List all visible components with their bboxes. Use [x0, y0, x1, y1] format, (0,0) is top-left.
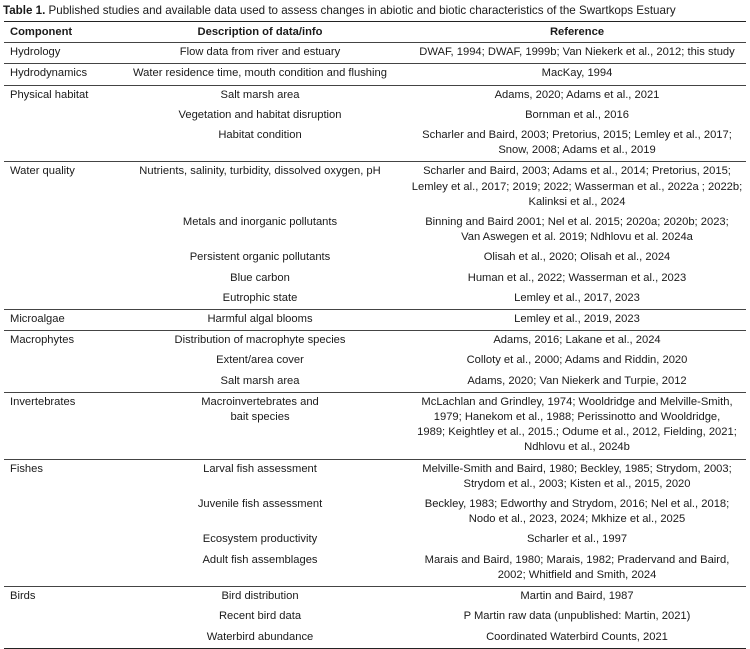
- reference-cell: [408, 85, 746, 106]
- description-line: Metals and inorganic pollutants: [182, 216, 338, 229]
- description-line: Ecosystem productivity: [202, 533, 318, 546]
- description-cell: [112, 392, 408, 459]
- description-line: Blue carbon: [230, 271, 290, 284]
- reference-line: Adams, 2020; Van Niekerk and Turpie, 2012: [467, 374, 687, 387]
- reference-line: Coordinated Waterbird Counts, 2021: [486, 630, 668, 643]
- description-line: Extent/area cover: [216, 354, 304, 367]
- description-line: Vegetation and habitat disruption: [178, 108, 342, 121]
- reference-line: Nodo et al., 2023, 2024; Mkhize et al., 2025: [468, 513, 686, 526]
- reference-line: Marais and Baird, 1980; Marais, 1982; Pradervand and Baird,: [424, 553, 730, 566]
- description-line: Habitat condition: [218, 129, 302, 142]
- description-line: Distribution of macrophyte species: [174, 334, 346, 347]
- description-line: Nutrients, salinity, turbidity, dissolved oxygen, pH: [139, 165, 381, 178]
- table-row: [4, 106, 746, 126]
- table-row: [4, 551, 746, 587]
- reference-cell: [408, 310, 746, 331]
- component-cell: Microalgae: [4, 310, 112, 331]
- reference-line: Lemley et al., 2017; 2019; 2022; Wasserman et al., 2022a ; 2022b;: [411, 180, 743, 193]
- description-cell: [112, 310, 408, 331]
- reference-line: Snow, 2008; Adams et al., 2019: [498, 144, 656, 157]
- component-cell: Hydrology: [4, 43, 112, 64]
- reference-line: McLachlan and Grindley, 1974; Wooldridge and Melville-Smith,: [421, 395, 733, 408]
- description-line: Recent bird data: [218, 610, 302, 623]
- component-cell: [4, 372, 112, 393]
- reference-cell: [408, 495, 746, 530]
- component-cell: [4, 289, 112, 310]
- table-row: [4, 607, 746, 627]
- reference-line: 1989; Keightley et al., 2015.; Odume et al., 2012, Fielding, 2021;: [417, 426, 737, 439]
- table-row: [4, 310, 746, 331]
- component-cell: [4, 551, 112, 587]
- description-line: Juvenile fish assessment: [197, 498, 323, 511]
- reference-cell: [408, 607, 746, 627]
- reference-line: Strydom et al., 2003; Kisten et al., 2015, 2020: [463, 477, 691, 490]
- description-cell: [112, 351, 408, 371]
- description-cell: [112, 248, 408, 268]
- header-reference: Reference: [408, 22, 746, 43]
- table-row: [4, 628, 746, 649]
- component-cell: Physical habitat: [4, 85, 112, 106]
- component-cell: [4, 351, 112, 371]
- reference-cell: [408, 106, 746, 126]
- table-row: [4, 392, 746, 459]
- table-caption: [3, 3, 747, 18]
- component-cell: [4, 248, 112, 268]
- description-cell: [112, 459, 408, 495]
- table-row: [4, 495, 746, 530]
- component-cell: Water quality: [4, 162, 112, 213]
- description-line: Salt marsh area: [220, 374, 300, 387]
- description-line: Flow data from river and estuary: [179, 46, 341, 59]
- description-line: Persistent organic pollutants: [189, 251, 331, 264]
- reference-line: Bornman et al., 2016: [525, 108, 629, 121]
- reference-line: Beckley, 1983; Edworthy and Strydom, 2016; Nel et al., 2018;: [424, 498, 730, 511]
- table-row: [4, 85, 746, 106]
- reference-cell: [408, 628, 746, 649]
- table-row: [4, 248, 746, 268]
- reference-cell: [408, 331, 746, 352]
- reference-cell: [408, 43, 746, 64]
- description-line: Water residence time, mouth condition and flushing: [133, 67, 387, 80]
- reference-cell: [408, 587, 746, 608]
- reference-line: MacKay, 1994: [541, 67, 613, 80]
- table-row: [4, 162, 746, 213]
- reference-line: Binning and Baird 2001; Nel et al. 2015; 2020a; 2020b; 2023;: [425, 216, 729, 229]
- table-header-row: [4, 22, 746, 43]
- header-description: Description of data/info: [112, 22, 408, 43]
- reference-line: 2002; Whitfield and Smith, 2024: [497, 568, 657, 581]
- component-cell: [4, 213, 112, 248]
- table-caption-text: Published studies and available data used to assess changes in abiotic and biotic characteristics of the Swartkops Estuary: [48, 4, 676, 17]
- component-cell: [4, 126, 112, 162]
- description-cell: [112, 106, 408, 126]
- component-cell: [4, 607, 112, 627]
- reference-cell: [408, 248, 746, 268]
- reference-line: P Martin raw data (unpublished: Martin, 2021): [463, 610, 691, 623]
- description-line: Bird distribution: [221, 590, 299, 603]
- reference-line: Lemley et al., 2019, 2023: [514, 313, 640, 326]
- reference-cell: [408, 392, 746, 459]
- reference-line: Olisah et al., 2020; Olisah et al., 2024: [483, 251, 671, 264]
- description-cell: [112, 628, 408, 649]
- table-row: [4, 269, 746, 289]
- description-line: Adult fish assemblages: [202, 553, 318, 566]
- reference-line: 1979; Hanekom et al., 1988; Perissinotto and Wooldridge,: [433, 411, 721, 424]
- component-cell: [4, 628, 112, 649]
- component-cell: [4, 106, 112, 126]
- reference-line: Colloty et al., 2000; Adams and Riddin, 2020: [466, 354, 688, 367]
- description-line: Larval fish assessment: [203, 462, 317, 475]
- description-cell: [112, 607, 408, 627]
- table-row: [4, 64, 746, 85]
- description-cell: [112, 43, 408, 64]
- header-component: Component: [4, 22, 112, 43]
- description-cell: [112, 587, 408, 608]
- description-cell: [112, 495, 408, 530]
- reference-cell: [408, 126, 746, 162]
- table-row: [4, 459, 746, 495]
- table-row: [4, 530, 746, 550]
- reference-line: Martin and Baird, 1987: [520, 590, 634, 603]
- table-row: [4, 331, 746, 352]
- reference-line: Scharler and Baird, 2003; Adams et al., 2014; Pretorius, 2015;: [423, 165, 731, 178]
- table-row: [4, 213, 746, 248]
- component-cell: Hydrodynamics: [4, 64, 112, 85]
- reference-cell: [408, 64, 746, 85]
- component-cell: [4, 530, 112, 550]
- component-cell: Fishes: [4, 459, 112, 495]
- reference-cell: [408, 372, 746, 393]
- description-line: Salt marsh area: [220, 88, 300, 101]
- component-cell: Birds: [4, 587, 112, 608]
- description-cell: [112, 269, 408, 289]
- component-cell: [4, 269, 112, 289]
- table-row: [4, 372, 746, 393]
- component-cell: [4, 495, 112, 530]
- reference-line: Adams, 2020; Adams et al., 2021: [494, 88, 660, 101]
- studies-table: [4, 21, 746, 649]
- table-row: [4, 126, 746, 162]
- description-cell: [112, 85, 408, 106]
- reference-cell: [408, 530, 746, 550]
- reference-line: Ndhlovu et al., 2024b: [524, 441, 630, 454]
- reference-line: Adams, 2016; Lakane et al., 2024: [493, 334, 661, 347]
- reference-line: Human et al., 2022; Wasserman et al., 2023: [467, 271, 687, 284]
- description-cell: [112, 551, 408, 587]
- reference-cell: [408, 551, 746, 587]
- reference-cell: [408, 289, 746, 310]
- description-cell: [112, 530, 408, 550]
- description-line: Harmful algal blooms: [207, 313, 313, 326]
- reference-cell: [408, 351, 746, 371]
- table-row: [4, 587, 746, 608]
- description-cell: [112, 213, 408, 248]
- description-line: bait species: [230, 411, 290, 424]
- description-cell: [112, 162, 408, 213]
- reference-line: DWAF, 1994; DWAF, 1999b; Van Niekerk et al., 2012; this study: [419, 46, 735, 59]
- reference-cell: [408, 459, 746, 495]
- reference-line: Lemley et al., 2017, 2023: [514, 291, 640, 304]
- component-cell: Macrophytes: [4, 331, 112, 352]
- description-cell: [112, 126, 408, 162]
- description-cell: [112, 64, 408, 85]
- component-cell: Invertebrates: [4, 392, 112, 459]
- reference-cell: [408, 162, 746, 213]
- description-cell: [112, 331, 408, 352]
- table-row: [4, 351, 746, 371]
- table-caption-label: Table 1.: [3, 4, 46, 17]
- reference-line: Melville-Smith and Baird, 1980; Beckley, 1985; Strydom, 2003;: [422, 462, 732, 475]
- reference-cell: [408, 213, 746, 248]
- reference-line: Van Aswegen et al. 2019; Ndhlovu et al. 2024a: [461, 231, 693, 244]
- table-body: [4, 43, 746, 649]
- description-line: Eutrophic state: [222, 291, 298, 304]
- description-cell: [112, 289, 408, 310]
- table-row: [4, 43, 746, 64]
- description-cell: [112, 372, 408, 393]
- description-line: Waterbird abundance: [206, 630, 314, 643]
- table-row: [4, 289, 746, 310]
- reference-line: Scharler and Baird, 2003; Pretorius, 2015; Lemley et al., 2017;: [422, 129, 732, 142]
- reference-line: Scharler et al., 1997: [526, 533, 628, 546]
- reference-line: Kalinksi et al., 2024: [528, 195, 626, 208]
- reference-cell: [408, 269, 746, 289]
- description-line: Macroinvertebrates and: [201, 395, 319, 408]
